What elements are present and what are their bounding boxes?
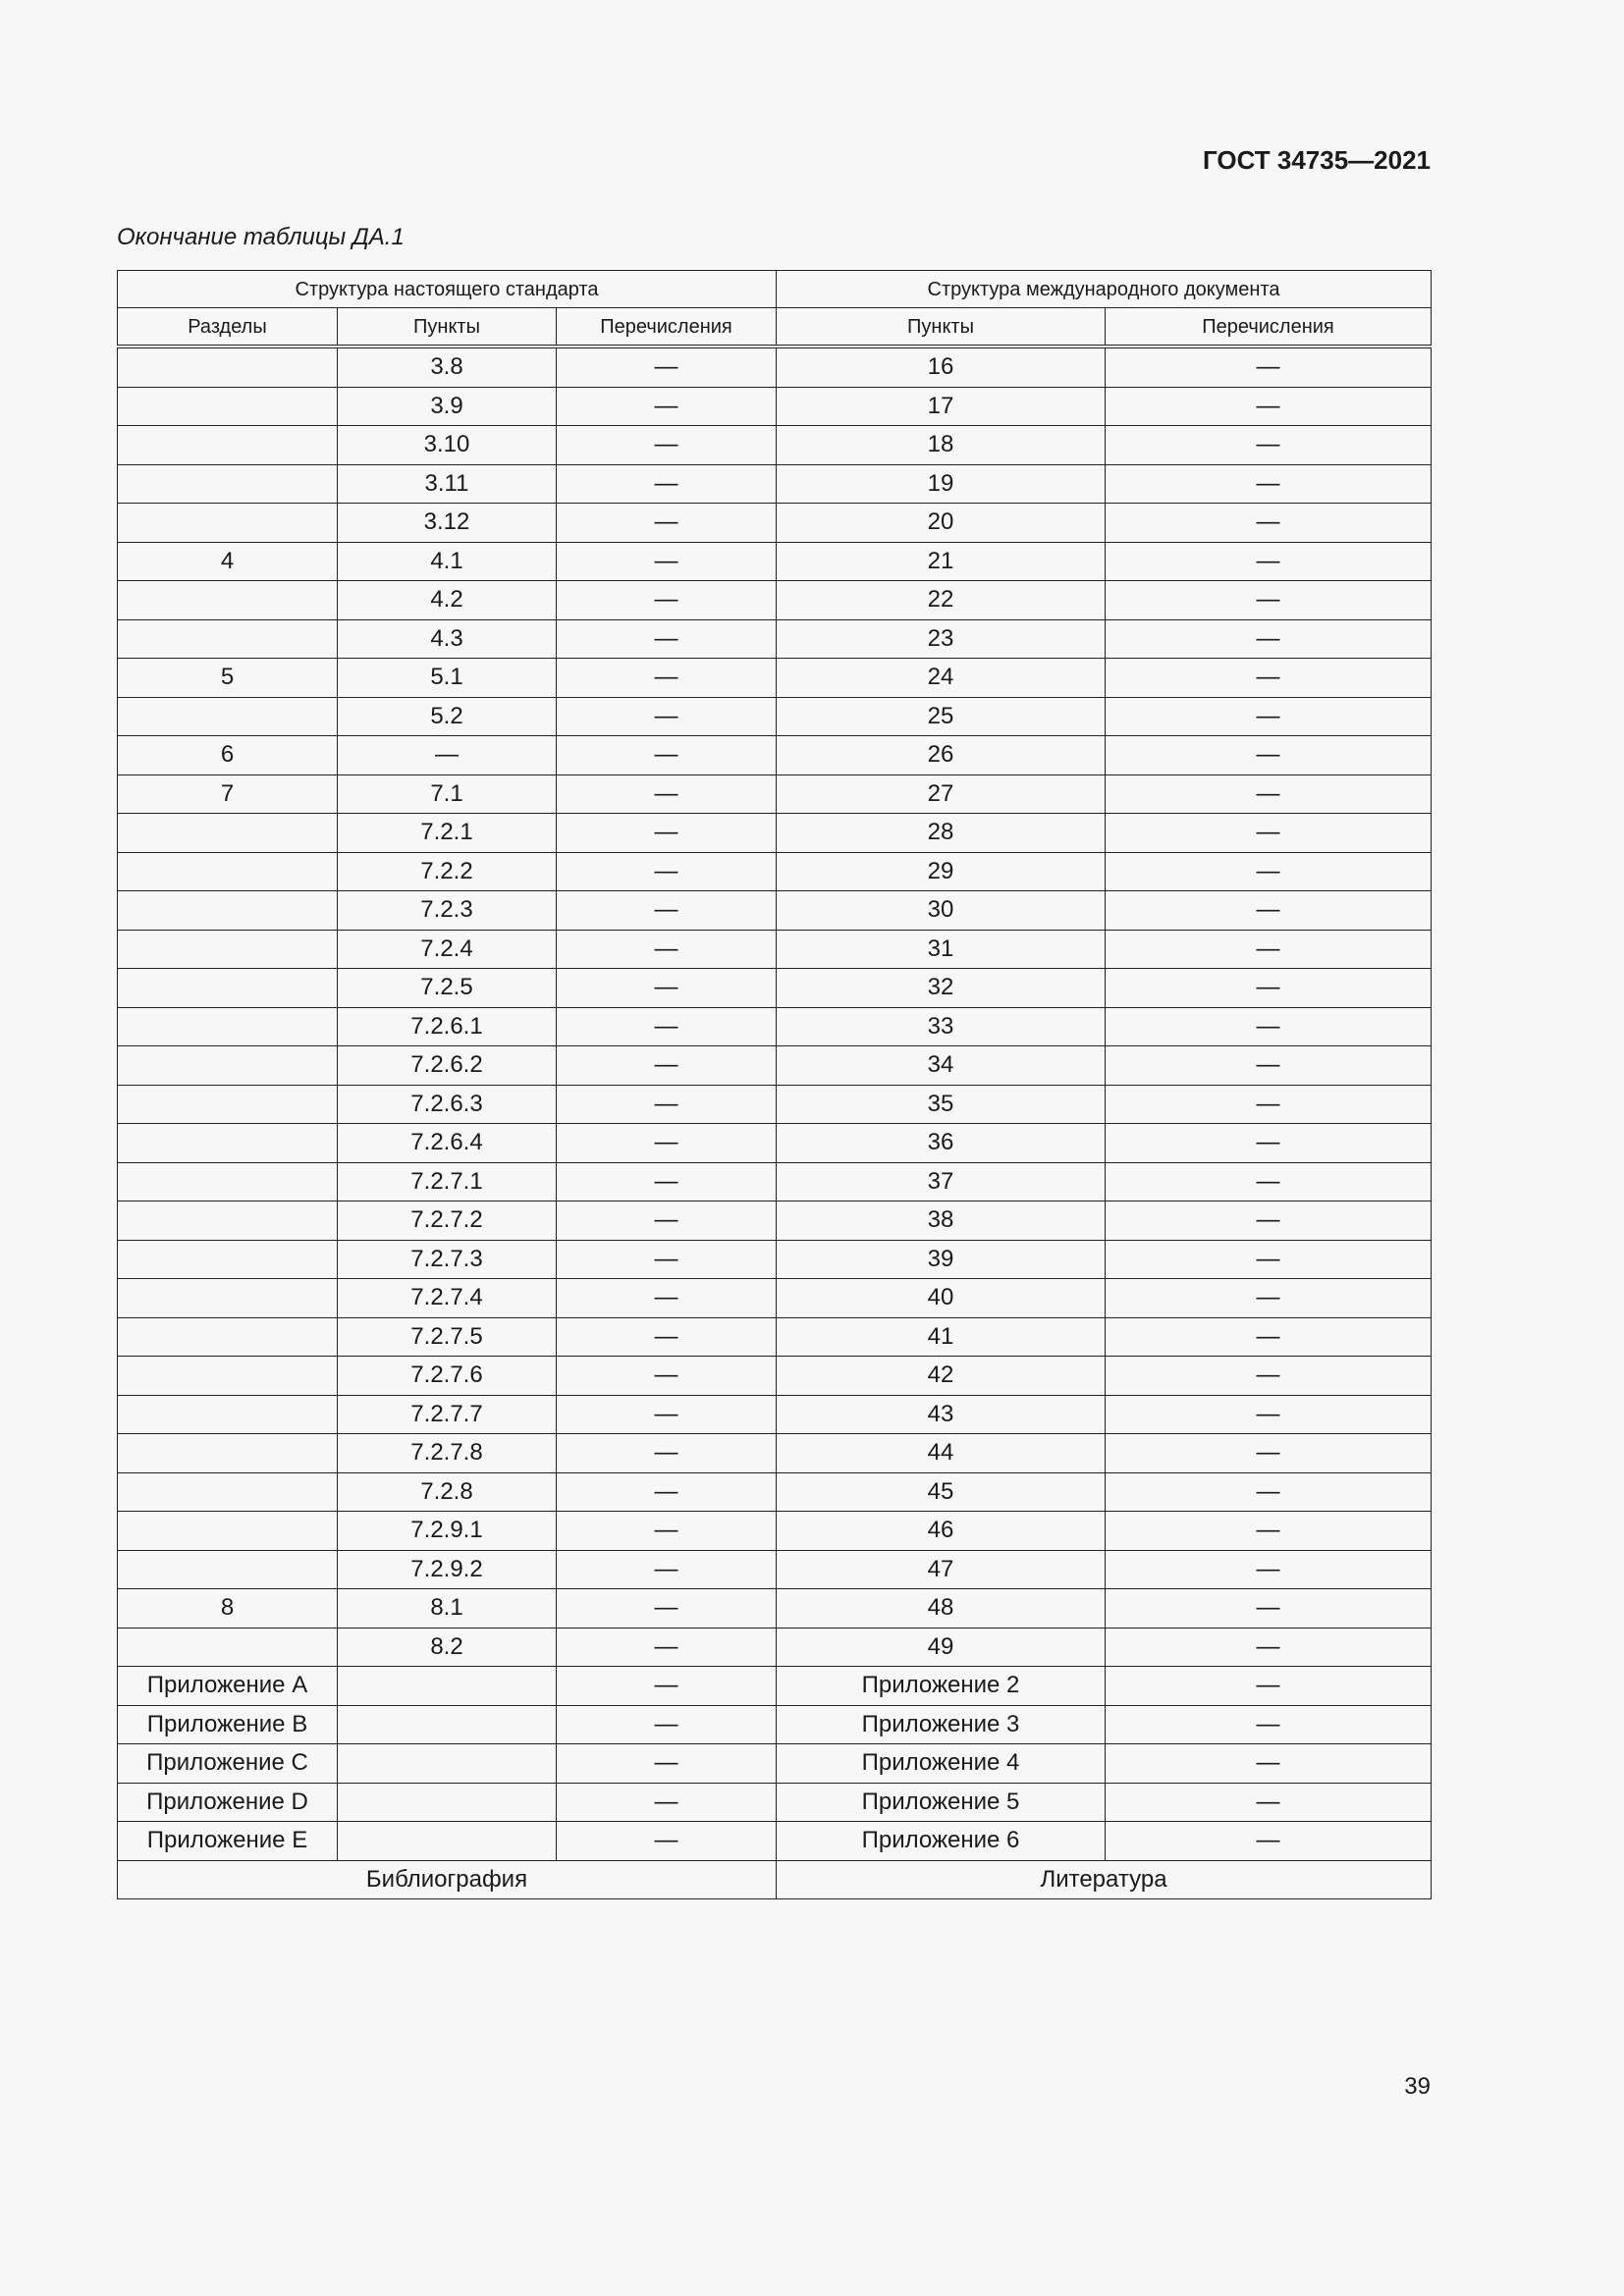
table-cell: — [1106,1240,1432,1279]
table-cell: — [557,581,777,620]
table-cell: 48 [777,1589,1106,1629]
table-cell: — [557,1783,777,1822]
table-cell [118,1124,338,1163]
table-cell [118,1434,338,1473]
table-cell: Приложение 3 [777,1705,1106,1744]
table-cell: 7.2.8 [338,1472,557,1512]
table-cell: — [557,891,777,931]
table-cell: — [1106,814,1432,853]
table-cell: 33 [777,1007,1106,1046]
table-cell: Приложение 6 [777,1822,1106,1861]
table-row [118,1628,1432,1667]
table-row [118,387,1432,426]
table-cell: 7.2.2 [338,852,557,891]
table-cell: — [1106,774,1432,814]
table-cell: 7.2.4 [338,930,557,969]
table-cell [118,1472,338,1512]
table-cell: — [1106,659,1432,698]
structure-comparison-table [117,270,1432,1899]
table-cell [118,969,338,1008]
table-row [118,1783,1432,1822]
table-cell: — [1106,347,1432,387]
table-cell [338,1667,557,1706]
table-cell: — [557,1240,777,1279]
table-cell [118,1357,338,1396]
bibliography-cell: Библиография [118,1860,777,1898]
table-cell [118,930,338,969]
table-cell: 18 [777,426,1106,465]
table-cell: — [557,1317,777,1357]
column-header: Пункты [777,308,1106,347]
table-row [118,464,1432,504]
table-cell: — [1106,464,1432,504]
table-cell [118,814,338,853]
table-cell: — [1106,1007,1432,1046]
table-cell [118,1085,338,1124]
table-cell: — [557,1046,777,1086]
table-cell: — [557,814,777,853]
table-cell: — [1106,1279,1432,1318]
table-row [118,1357,1432,1396]
table-row [118,1744,1432,1784]
table-cell: 37 [777,1162,1106,1201]
table-cell: — [1106,387,1432,426]
table-cell: 36 [777,1124,1106,1163]
table-cell: 8.1 [338,1589,557,1629]
table-cell: 39 [777,1240,1106,1279]
table-cell: 17 [777,387,1106,426]
table-cell: — [557,347,777,387]
table-cell: — [557,1357,777,1396]
table-cell: 47 [777,1550,1106,1589]
table-cell: 7.1 [338,774,557,814]
table-cell [118,891,338,931]
table-row [118,930,1432,969]
table-cell: — [1106,1783,1432,1822]
table-cell [118,1628,338,1667]
table-cell [118,1046,338,1086]
table-cell: — [1106,1822,1432,1861]
group-header-international-document: Структура международного документа [777,271,1432,308]
table-cell: 7.2.7.3 [338,1240,557,1279]
table-cell: — [1106,697,1432,736]
table-cell: 34 [777,1046,1106,1086]
table-row [118,659,1432,698]
table-cell: 27 [777,774,1106,814]
table-cell: — [1106,619,1432,659]
table-cell: — [1106,1667,1432,1706]
table-body [118,347,1432,1860]
table-cell [118,1512,338,1551]
table-cell: Приложение В [118,1705,338,1744]
table-cell: — [557,542,777,581]
table-cell: 7.2.6.3 [338,1085,557,1124]
table-cell [118,581,338,620]
table-row [118,774,1432,814]
table-caption: Окончание таблицы ДА.1 [117,224,405,250]
table-cell [118,464,338,504]
table-cell: 24 [777,659,1106,698]
table-row [118,1667,1432,1706]
table-cell: 7.2.7.5 [338,1317,557,1357]
table-cell [118,1279,338,1318]
table-row [118,504,1432,543]
table-cell: — [1106,1472,1432,1512]
table-cell: 40 [777,1279,1106,1318]
table-cell: Приложение 4 [777,1744,1106,1784]
table-cell: 41 [777,1317,1106,1357]
table-cell [118,1550,338,1589]
table-cell: — [557,504,777,543]
table-cell: — [1106,542,1432,581]
table-cell: — [1106,1357,1432,1396]
table-cell: 7.2.7.7 [338,1395,557,1434]
table-cell: — [1106,1085,1432,1124]
table-cell: 7.2.6.4 [338,1124,557,1163]
table-cell: — [1106,1705,1432,1744]
column-header: Пункты [338,308,557,347]
table-cell: 35 [777,1085,1106,1124]
table-cell: 4.3 [338,619,557,659]
table-cell: 46 [777,1512,1106,1551]
table-cell [118,1317,338,1357]
table-cell: — [1106,1395,1432,1434]
table-cell: — [557,464,777,504]
table-row [118,969,1432,1008]
table-cell [338,1822,557,1861]
page-number: 39 [1404,2073,1431,2100]
table-cell: 3.10 [338,426,557,465]
table-cell: — [1106,969,1432,1008]
table-cell: 20 [777,504,1106,543]
table-cell: 45 [777,1472,1106,1512]
table-row [118,1162,1432,1201]
table-cell: — [1106,1046,1432,1086]
table-cell: 38 [777,1201,1106,1241]
table-cell: — [557,1279,777,1318]
table-row [118,891,1432,931]
table-cell: — [1106,1589,1432,1629]
table-cell [118,1395,338,1434]
table-cell: 22 [777,581,1106,620]
table-cell: — [1106,1317,1432,1357]
table-cell: 3.12 [338,504,557,543]
table-cell: — [557,774,777,814]
column-header-row [118,308,1432,347]
table-cell: — [557,1434,777,1473]
table-row [118,1705,1432,1744]
table-cell [118,619,338,659]
table-row [118,697,1432,736]
table-cell: 28 [777,814,1106,853]
table-cell: 4.1 [338,542,557,581]
table-cell [118,1162,338,1201]
table-cell: 25 [777,697,1106,736]
table-cell: — [1106,1434,1432,1473]
table-cell: — [557,969,777,1008]
table-cell: 21 [777,542,1106,581]
table-cell: 7.2.6.1 [338,1007,557,1046]
literature-cell: Литература [777,1860,1432,1898]
table-cell: 26 [777,736,1106,775]
table-row [118,581,1432,620]
table-cell: 4.2 [338,581,557,620]
footer-row [118,1860,1432,1898]
table-cell: — [1106,581,1432,620]
table-cell: 4 [118,542,338,581]
table-cell: — [557,1472,777,1512]
table-row [118,1124,1432,1163]
table-cell: — [1106,1744,1432,1784]
table-cell: Приложение С [118,1744,338,1784]
table-cell [118,1240,338,1279]
table-row [118,1589,1432,1629]
table-cell: — [557,1007,777,1046]
table-cell: — [557,1550,777,1589]
table-cell: 16 [777,347,1106,387]
table-row [118,1472,1432,1512]
table-cell: — [1106,852,1432,891]
table-cell: 49 [777,1628,1106,1667]
table-cell: — [557,852,777,891]
table-cell: 42 [777,1357,1106,1396]
group-header-this-standard: Структура настоящего стандарта [118,271,777,308]
table-cell [338,1744,557,1784]
table-row [118,1822,1432,1861]
table-row [118,1550,1432,1589]
table-cell: — [557,659,777,698]
table-cell: 7.2.7.1 [338,1162,557,1201]
table-cell: 5.1 [338,659,557,698]
table-row [118,1007,1432,1046]
table-row [118,619,1432,659]
table-cell: Приложение 5 [777,1783,1106,1822]
table-cell: 7.2.7.6 [338,1357,557,1396]
table-cell: — [557,426,777,465]
table-cell: — [1106,1162,1432,1201]
table-cell: Приложение А [118,1667,338,1706]
table-cell: — [1106,891,1432,931]
table-row [118,736,1432,775]
table-row [118,542,1432,581]
table-cell: — [557,1201,777,1241]
table-row [118,1512,1432,1551]
table-cell: — [557,1512,777,1551]
table-cell: 44 [777,1434,1106,1473]
table-cell [118,697,338,736]
table-row [118,347,1432,387]
column-header: Перечисления [1106,308,1432,347]
table-cell: 7 [118,774,338,814]
table-cell: 5.2 [338,697,557,736]
table-cell: — [557,1124,777,1163]
table-cell: 29 [777,852,1106,891]
table-cell: — [557,1822,777,1861]
table-cell: — [1106,504,1432,543]
table-cell [338,1783,557,1822]
group-header-row [118,271,1432,308]
table-cell: 7.2.7.2 [338,1201,557,1241]
table-cell: 6 [118,736,338,775]
table-row [118,1317,1432,1357]
table-cell: — [557,697,777,736]
table-cell: 7.2.9.1 [338,1512,557,1551]
table-row [118,1279,1432,1318]
table-cell: — [557,387,777,426]
table-cell: 32 [777,969,1106,1008]
table-cell: — [557,1744,777,1784]
table-cell: — [1106,1124,1432,1163]
table-cell: 5 [118,659,338,698]
table-row [118,1240,1432,1279]
table-row [118,1395,1432,1434]
table-cell: — [557,1395,777,1434]
table-cell: 7.2.1 [338,814,557,853]
table-cell: 3.8 [338,347,557,387]
table-cell [118,387,338,426]
document-code: ГОСТ 34735—2021 [1203,145,1431,175]
table-cell [118,347,338,387]
table-cell: 7.2.7.4 [338,1279,557,1318]
table-cell: 43 [777,1395,1106,1434]
table-cell: 7.2.7.8 [338,1434,557,1473]
table-cell [118,852,338,891]
table-cell: — [338,736,557,775]
table-cell: — [557,619,777,659]
table-cell: — [557,930,777,969]
column-header: Перечисления [557,308,777,347]
table-cell: — [557,1628,777,1667]
table-cell: 30 [777,891,1106,931]
table-row [118,426,1432,465]
table-cell: Приложение Е [118,1822,338,1861]
table-cell: 7.2.6.2 [338,1046,557,1086]
table-cell: 7.2.5 [338,969,557,1008]
table-cell: — [1106,426,1432,465]
table-cell [338,1705,557,1744]
table-cell: — [557,1667,777,1706]
table-cell [118,504,338,543]
table-cell: 19 [777,464,1106,504]
table-cell: — [1106,736,1432,775]
table-cell: — [1106,930,1432,969]
table-cell: 3.9 [338,387,557,426]
table-row [118,1201,1432,1241]
table-cell: Приложение D [118,1783,338,1822]
table-cell: Приложение 2 [777,1667,1106,1706]
table-row [118,814,1432,853]
table-cell [118,1201,338,1241]
table-cell: — [557,1162,777,1201]
table-cell [118,1007,338,1046]
table-row [118,1434,1432,1473]
table-cell: 23 [777,619,1106,659]
table-cell: — [1106,1550,1432,1589]
table-cell: — [1106,1201,1432,1241]
table-cell: — [557,1589,777,1629]
table-cell: — [557,736,777,775]
table-row [118,852,1432,891]
table-cell: 7.2.3 [338,891,557,931]
table-cell: — [1106,1628,1432,1667]
table-cell: — [1106,1512,1432,1551]
table-cell: 3.11 [338,464,557,504]
table-cell: 8.2 [338,1628,557,1667]
table-cell: — [557,1705,777,1744]
table-cell: — [557,1085,777,1124]
table-cell: 8 [118,1589,338,1629]
table-cell: 31 [777,930,1106,969]
table-cell: 7.2.9.2 [338,1550,557,1589]
table-row [118,1046,1432,1086]
column-header: Разделы [118,308,338,347]
table-cell [118,426,338,465]
table-row [118,1085,1432,1124]
